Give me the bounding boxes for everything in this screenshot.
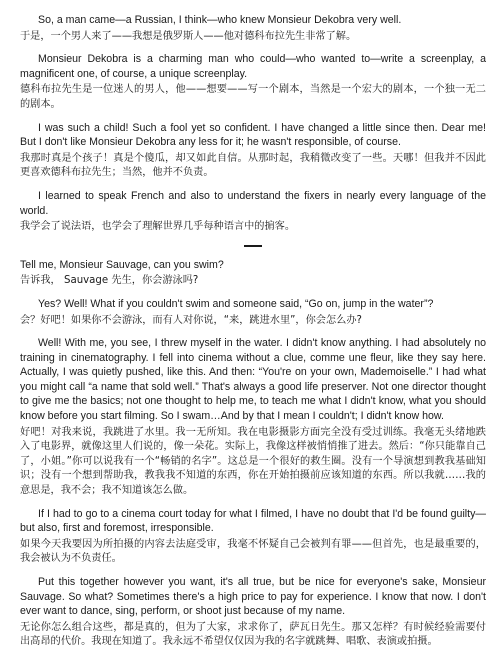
- paragraph: [20, 336, 486, 499]
- paragraph: [20, 575, 486, 650]
- paragraph: [20, 13, 486, 44]
- chinese-text: 无论你怎么组合这些，都是真的，但为了大家，求求你了，萨瓦日先生。那又怎样？有时候经验需要付出高昂的代价。我现在知道了。我永远不希望仅仅因为我的名字就跳舞、唱歌、表演或拍摄。: [20, 621, 486, 648]
- chinese-text: 我学会了说法语，也学会了理解世界几乎每种语言中的掮客。: [20, 221, 296, 233]
- english-text: I was such a child! Such a fool yet so confident. I have changed a little since then. Dear me! But I don't like Monsieur Dekobra any less for it; he wasn't responsible, of course.: [20, 121, 486, 149]
- paragraph: [20, 258, 486, 289]
- paragraph: [20, 297, 486, 328]
- section-1: [20, 13, 486, 235]
- english-text: Monsieur Dekobra is a charming man who could—who wanted to—write a screenplay, a magnificent one, of course, a unique screenplay.: [20, 53, 486, 80]
- english-text: If I had to go to a cinema court today for what I filmed, I have no doubt that I'd be found guilty—but also, first and foremost, irresponsible.: [20, 507, 486, 535]
- section-divider: [244, 245, 262, 247]
- chinese-text: 好吧！对我来说，我跳进了水里。我一无所知。我在电影摄影方面完全没有受过训练。我毫无头绪地跌入了电影界，就像这里人们说的，像一朵花。实际上，我像这样被悄悄推了进去。然后：“你只能靠自己了，小姐。”你可以说我有一个“畅销的名字”。这总是一个很好的救生圈。没有一个导演想到教我基础知识；没有一个想到帮助我，教我我不知道的东西，你在开始拍摄前应该知道的东西。所以我就……我的意思是，我不会；我不知道该怎么做。: [20, 426, 486, 497]
- paragraph: [20, 52, 486, 112]
- chinese-text: 于是，一个男人来了——我想是俄罗斯人——他对德科布拉先生非常了解。: [20, 30, 357, 42]
- english-text: Put this together however you want, it's all true, but be nice for everyone's sake, Monsieur Sauvage. So what? Sometimes there's a high price to pay for experience. I know that now. I don't ever want to dance, sing, perform, or shoot just because of my name.: [20, 576, 486, 618]
- english-text: Yes? Well! What if you couldn't swim and someone said, “Go on, jump in the water”?: [38, 297, 434, 310]
- english-text: Tell me, Monsieur Sauvage, can you swim?: [20, 258, 224, 271]
- section-2: [20, 258, 486, 650]
- chinese-text: 我那时真是个孩子！真是个傻瓜，却又如此自信。从那时起，我稍微改变了一些。天哪！但我并不因此更喜欢德科布拉先生；当然，他并不负责。: [20, 152, 486, 179]
- english-text: I learned to speak French and also to understand the fixers in nearly every language of the world.: [20, 189, 486, 217]
- chinese-text: 德科布拉先生是一位迷人的男人，他——想要——写一个剧本，当然是一个宏大的剧本，一个独一无二的剧本。: [20, 84, 486, 110]
- chinese-text: 如果今天我要因为所拍摄的内容去法庭受审，我毫不怀疑自己会被判有罪——但首先，也是最重要的，我会被认为不负责任。: [20, 538, 486, 565]
- paragraph: [20, 121, 486, 181]
- english-text: Well! With me, you see, I threw myself in the water. I didn't know anything. I had absolutely no training in cinematography. I fell into cinema without a clue, comme une fleur, like they say here. Actually, I was quietly pushed, like this. And then: “You're on your own, Mademoiselle.” I had what you might call “a name that sold well.” That's always a good life preserver. Not one director thought to give me the basics; not one thought to help me, to teach me what I didn't know, what you should know before you start filming. So I swam…And by that I mean I couldn't; I didn't know how.: [20, 337, 486, 423]
- paragraph: [20, 189, 486, 235]
- paragraph: [20, 507, 486, 567]
- english-text: So, a man came—a Russian, I think—who knew Monsieur Dekobra very well.: [38, 14, 402, 26]
- chinese-text: 告诉我， Sauvage 先生，你会游泳吗?: [20, 275, 199, 287]
- chinese-text: 会？好吧！如果你不会游泳，而有人对你说，“来，跳进水里”，你会怎么办?: [20, 314, 362, 326]
- document-page: [20, 13, 486, 650]
